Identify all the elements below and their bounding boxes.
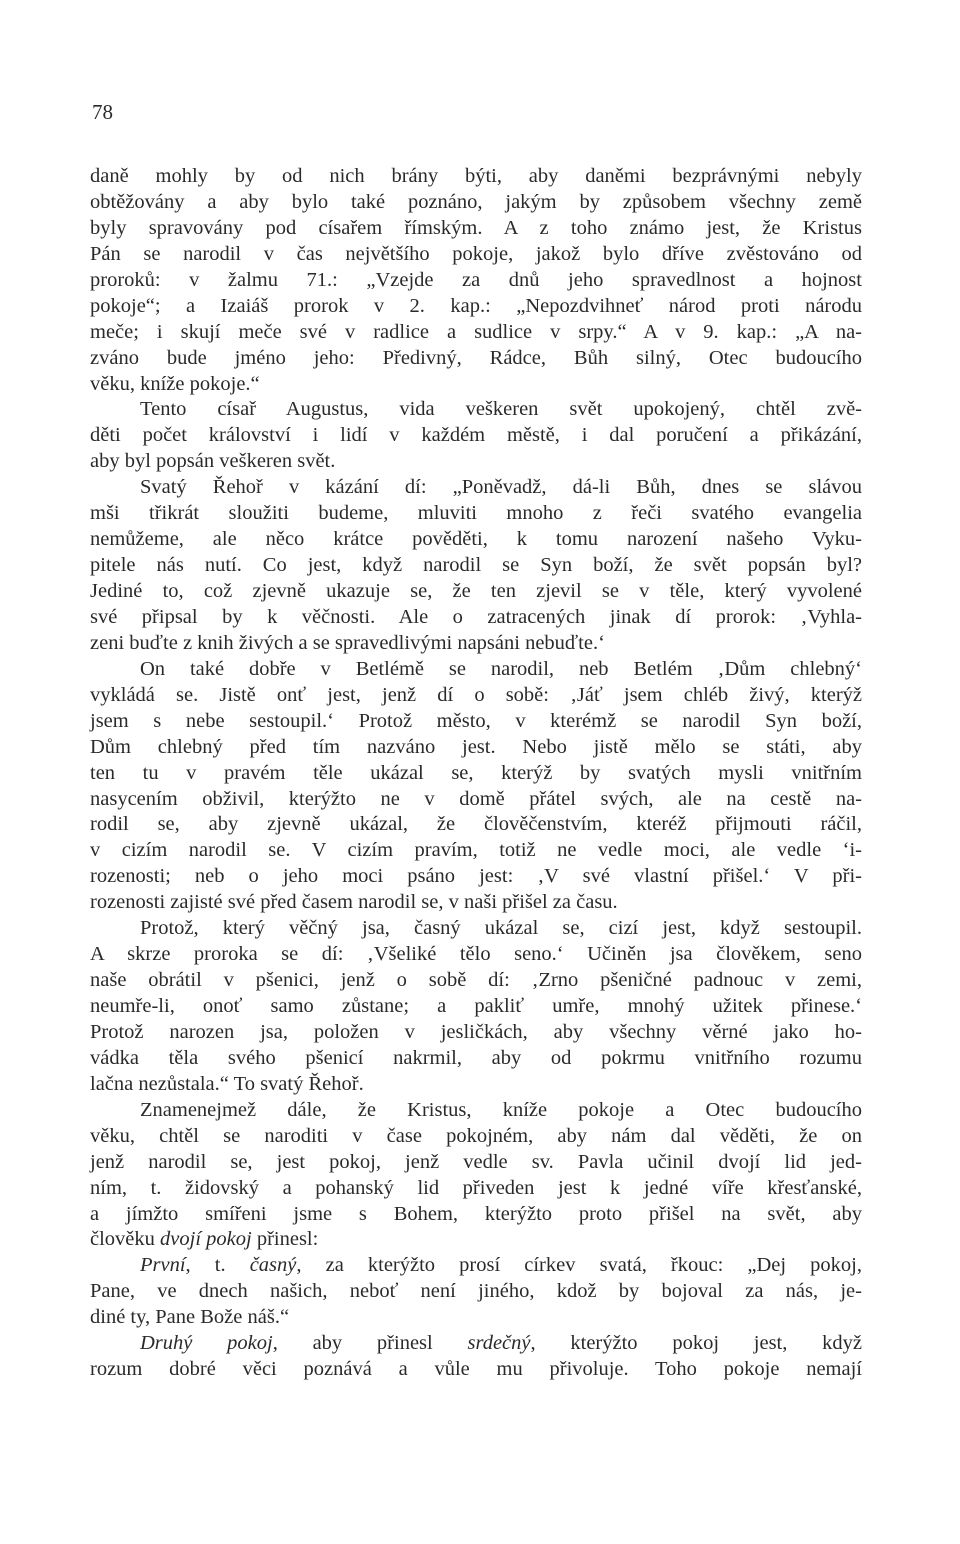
text-line: proroků: v žalmu 71.: „Vzejde za dnů jeho spravedlnost a hojnost (90, 268, 862, 291)
text-line: věku, kníže pokoje.“ (90, 372, 260, 395)
text-line: Protož narozen jsa, položen v jesličkách, aby všechny věrné jako ho- (90, 1020, 862, 1043)
text-line: a jímžto smířeni jsme s Bohem, kterýžto proto přišel na svět, aby (90, 1202, 862, 1225)
text-line: On také dobře v Betlémě se narodil, neb Betlém ‚Dům chlebný‘ (140, 657, 862, 680)
text-line: vádka těla svého pšenicí nakrmil, aby od pokrmu vnitřního rozumu (90, 1046, 862, 1069)
text-line: člověku dvojí pokoj přinesl: (90, 1228, 319, 1251)
text-line: Dům chlebný před tím nazváno jest. Nebo jistě mělo se státi, aby (90, 735, 862, 758)
text-line: První, t. časný, za kterýžto prosí církev svatá, řkouc: „Dej pokoj, (140, 1254, 862, 1277)
text-line: zváno bude jméno jeho: Předivný, Rádce, Bůh silný, Otec budoucího (90, 346, 862, 369)
text-line: pitele nás nutí. Co jest, když narodil se Syn boží, že svět popsán byl? (90, 554, 862, 577)
italic-text: časný (249, 1254, 297, 1277)
text-line: naše obrátil v pšenici, jenž o sobě dí: ‚Zrno pšeničné padnouc v zemi, (90, 969, 862, 992)
italic-text: První (140, 1254, 186, 1277)
text-line: obtěžovány a aby bylo také poznáno, jakým by způsobem všechny země (90, 190, 862, 213)
text-line: Svatý Řehoř v kázání dí: „Poněvadž, dá-li Bůh, dnes se slávou (140, 476, 862, 499)
text-line: meče; i skují meče své v radlice a sudlice v srpy.“ A v 9. kap.: „A na- (90, 320, 862, 343)
body-text (90, 164, 862, 1383)
text-line: pokoje“; a Izaiáš prorok v 2. kap.: „Nepozdvihneť národ proti národu (90, 294, 862, 317)
text-line: Znamenejmež dále, že Kristus, kníže pokoje a Otec budoucího (140, 1098, 862, 1121)
text-line: rodil se, aby zjevně ukázal, že člověčenstvím, kteréž přijmouti ráčil, (90, 813, 862, 836)
text-line: rozenosti zajisté své před časem narodil se, v naši přišel za času. (90, 891, 618, 914)
text-line: zeni buďte z knih živých a se spravedlivými napsáni nebuďte.‘ (90, 631, 605, 654)
text-line: děti počet království i lidí v každém městě, i dal poručení a přikázání, (90, 424, 862, 447)
text-line: jenž narodil se, jest pokoj, jenž vedle sv. Pavla učinil dvojí lid jed- (90, 1150, 862, 1173)
text-line: Pane, ve dnech našich, neboť není jiného, kdož by bojoval za nás, je- (90, 1280, 862, 1303)
text-line: nasycením obživil, kterýžto ne v domě přátel svých, ale na cestě na- (90, 787, 862, 810)
text-line: nemůžeme, ale něco krátce pověděti, k tomu narození našeho Vyku- (90, 528, 862, 551)
text-line: jsem s nebe sestoupil.‘ Protož město, v kterémž se narodil Syn boží, (90, 709, 862, 732)
text-line: své připsal by k věčnosti. Ale o zatracených jinak dí prorok: ‚Vyhla- (90, 605, 862, 628)
text-line: byly spravovány pod císařem římským. A z toho známo jest, že Kristus (90, 216, 862, 239)
text-line: vykládá se. Jistě onť jest, jenž dí o sobě: ‚Jáť jsem chléb živý, kterýž (90, 683, 862, 706)
text-line: v cizím narodil se. V cizím pravím, totiž ne vedle moci, ale vedle ‘i- (90, 839, 862, 862)
text-line: lačna nezůstala.“ To svatý Řehoř. (90, 1072, 364, 1095)
text-line: neumře-li, onoť samo zůstane; a pakliť umře, mnohý užitek přinese.‘ (90, 995, 862, 1017)
text-line: věku, chtěl se naroditi v čase pokojném, aby nám dal věděti, že on (90, 1124, 862, 1147)
text-line: rozum dobré věci poznává a vůle mu přivoluje. Toho pokoje nemají (90, 1358, 862, 1381)
text-line: aby byl popsán veškeren svět. (90, 450, 336, 473)
text-line: Protož, který věčný jsa, časný ukázal se, cizí jest, když sestoupil. (140, 917, 862, 940)
text-line: Jediné to, což zjevně ukazuje se, že ten zjevil se v těle, který vyvolené (90, 580, 862, 602)
italic-text: dvojí pokoj (160, 1228, 252, 1251)
italic-text: srdečný (467, 1332, 531, 1355)
text-line: Tento císař Augustus, vida veškeren svět upokojený, chtěl zvě- (140, 398, 862, 421)
text-line: ten tu v pravém těle ukázal se, kterýž by svatých mysli vnitřním (90, 761, 862, 784)
text-line: A skrze proroka se dí: ‚Všeliké tělo seno.‘ Učiněn jsa člověkem, seno (90, 943, 862, 966)
text-line: Pán se narodil v čas největšího pokoje, jakož bylo dříve zvěstováno od (90, 242, 862, 265)
text-line: mši třikrát sloužiti budeme, mluviti mnoho z řeči svatého evangelia (90, 502, 862, 525)
italic-text: Druhý pokoj (140, 1332, 273, 1355)
page-number: 78 (92, 100, 113, 124)
text-line: rozenosti; neb o jeho moci psáno jest: ‚V své vlastní přišel.‘ V při- (90, 865, 862, 888)
text-line: Druhý pokoj, aby přinesl srdečný, kterýžto pokoj jest, když (140, 1332, 862, 1355)
text-line: ním, t. židovský a pohanský lid přiveden jest k jedné víře křesťanské, (90, 1176, 862, 1199)
text-line: daně mohly by od nich brány býti, aby daněmi bezprávnými nebyly (90, 165, 862, 187)
text-line: diné ty, Pane Bože náš.“ (90, 1306, 290, 1329)
